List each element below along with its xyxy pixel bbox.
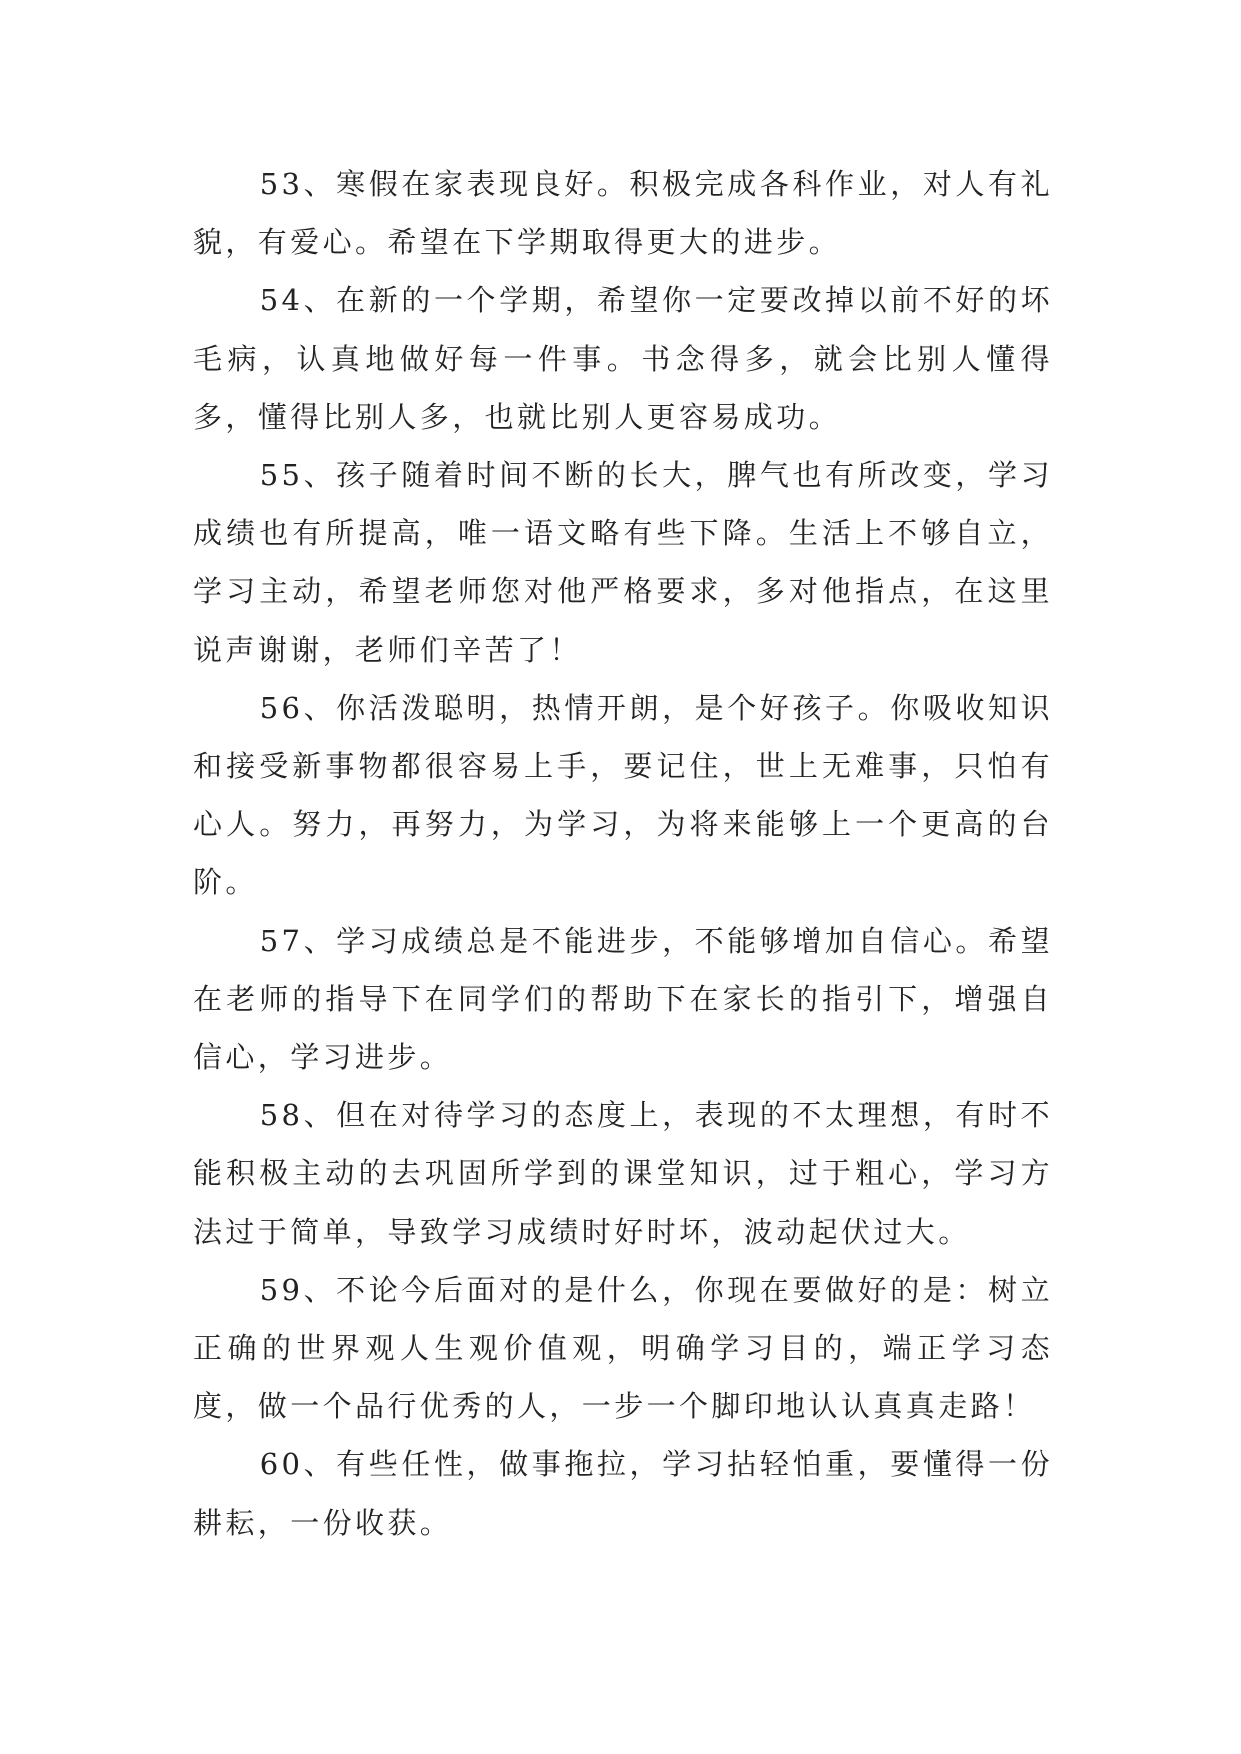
paragraph-56: 56、你活泼聪明，热情开朗，是个好孩子。你吸收知识和接受新事物都很容易上手，要记住，世上无难事，只怕有心人。努力，再努力，为学习，为将来能够上一个更高的台阶。 <box>193 690 1053 900</box>
paragraph-55: 55、孩子随着时间不断的长大，脾气也有所改变，学习成绩也有所提高，唯一语文略有些下降。生活上不够自立，学习主动，希望老师您对他严格要求，多对他指点，在这里说声谢谢，老师们辛苦了！ <box>193 458 1053 667</box>
document-body <box>193 155 1053 1552</box>
paragraph-59: 59、不论今后面对的是什么，你现在要做好的是：树立正确的世界观人生观价值观，明确学习目的，端正学习态度，做一个品行优秀的人，一步一个脚印地认认真真走路！ <box>193 1272 1053 1424</box>
paragraph-53: 53、寒假在家表现良好。积极完成各科作业，对人有礼貌，有爱心。希望在下学期取得更大的进步。 <box>193 167 1053 260</box>
paragraph-58: 58、但在对待学习的态度上，表现的不太理想，有时不能积极主动的去巩固所学到的课堂知识，过于粗心，学习方法过于简单，导致学习成绩时好时坏，波动起伏过大。 <box>193 1098 1053 1249</box>
paragraph-54: 54、在新的一个学期，希望你一定要改掉以前不好的坏毛病，认真地做好每一件事。书念得多，就会比别人懂得多，懂得比别人多，也就比别人更容易成功。 <box>193 283 1053 434</box>
paragraph-60: 60、有些任性，做事拖拉，学习拈轻怕重，要懂得一份耕耘，一份收获。 <box>193 1447 1053 1540</box>
paragraph-57: 57、学习成绩总是不能进步，不能够增加自信心。希望在老师的指导下在同学们的帮助下在家长的指引下，增强自信心，学习进步。 <box>193 923 1053 1075</box>
